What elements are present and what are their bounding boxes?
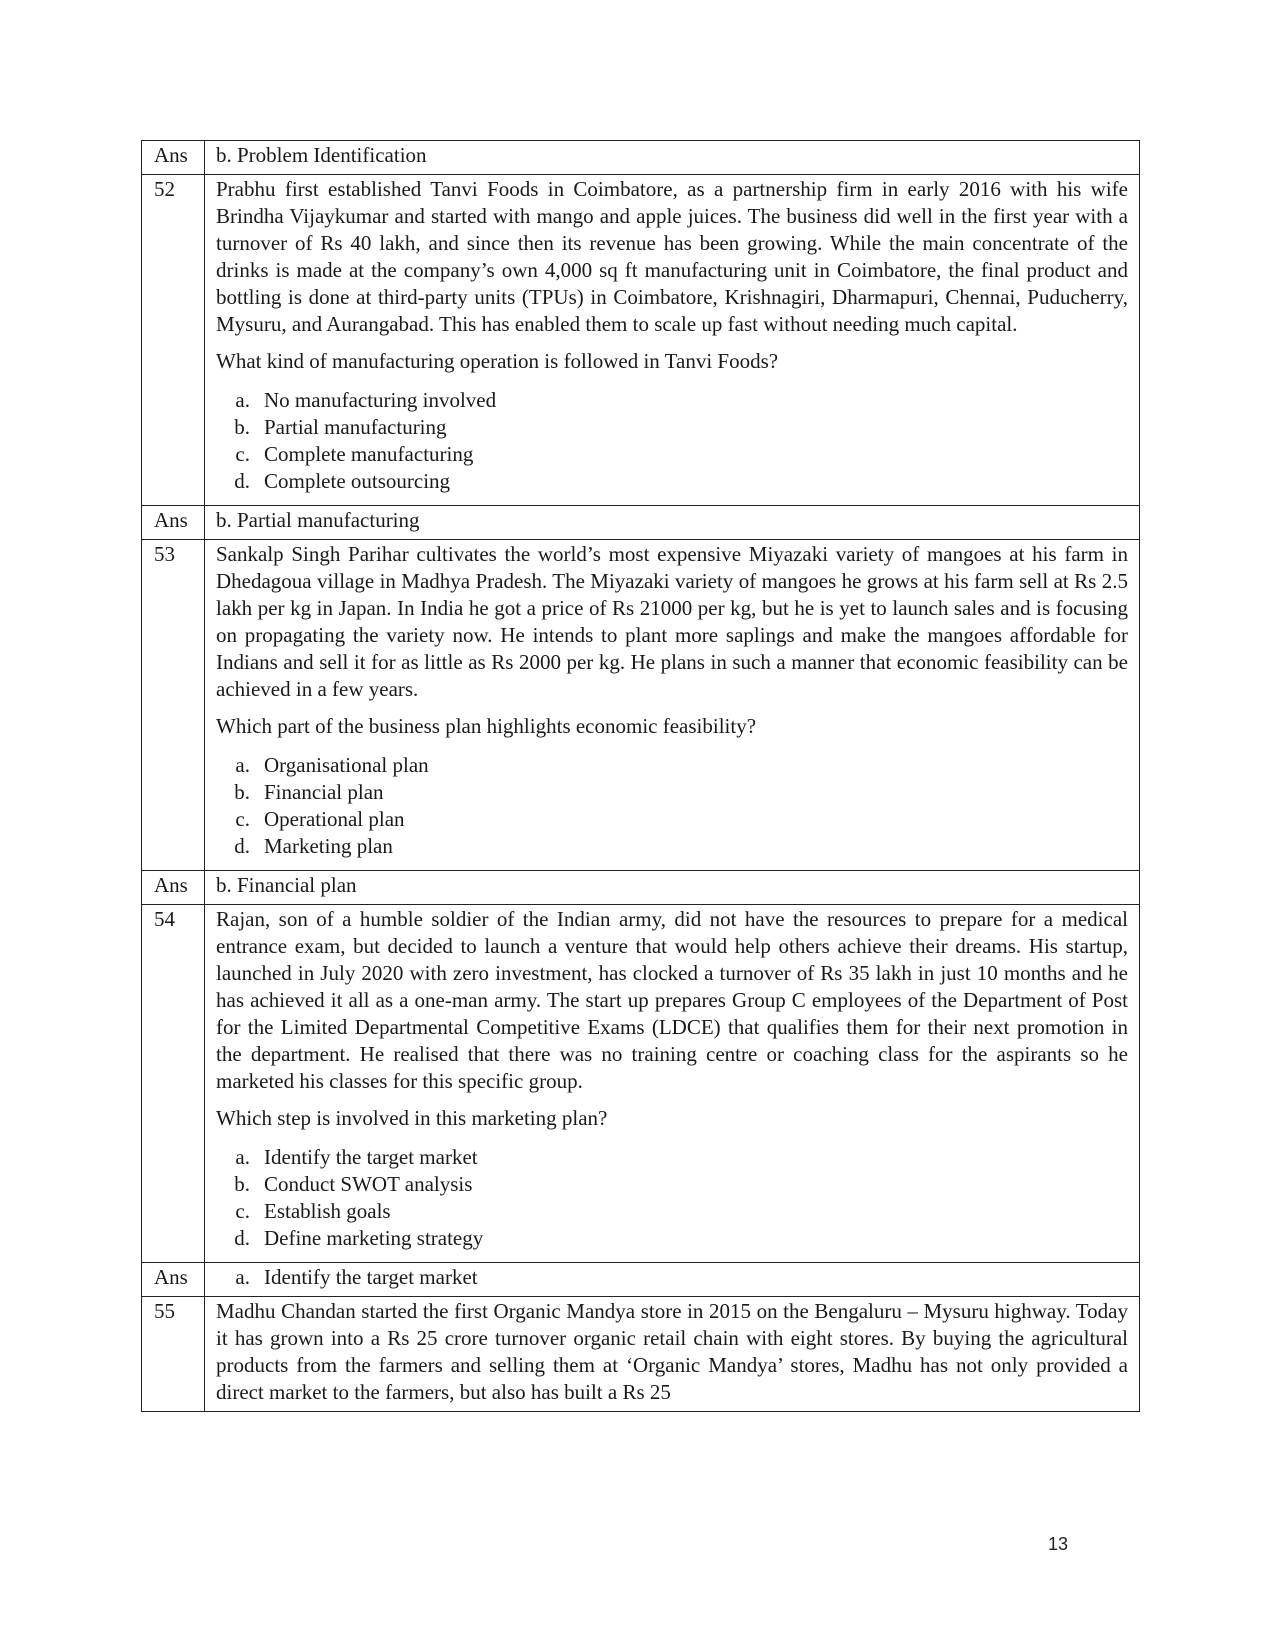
option-d: d. Define marketing strategy xyxy=(234,1226,484,1250)
option-c: c. Establish goals xyxy=(235,1199,391,1223)
question-passage: Rajan, son of a humble soldier of the Indian army, did not have the resources to prepare for a medical entrance exam, but decided to launch a venture that would help others achieve their dreams. His startup, launched in July 2020 with zero investment, has clocked a turnover of Rs 35 lakh in just 10 months and he has achieved it all as a one-man army. The start up prepares Group C employees of the Department of Post for the Limited Departmental Competitive Exams (LDCE) that qualifies them for their next promotion in the department. He realised that there was no training centre or coaching class for the aspirants so he marketed his classes for this specific group. xyxy=(216,907,1128,1093)
row-label: Ans xyxy=(142,506,205,540)
question-prompt: What kind of manufacturing operation is followed in Tanvi Foods? xyxy=(216,349,779,373)
question-passage: Prabhu first established Tanvi Foods in Coimbatore, as a partnership firm in early 2016 with his wife Brindha Vijaykumar and started with mango and apple juices. The business did well in the first year with a turnover of Rs 40 lakh, and since then its revenue has been growing. While the main concentrate of the drinks is made at the company’s own 4,000 sq ft manufacturing unit in Coimbatore, the final product and bottling is done at third-party units (TPUs) in Coimbatore, Krishnagiri, Dharmapuri, Chennai, Puducherry, Mysuru, and Aurangabad. This has enabled them to scale up fast without needing much capital. xyxy=(216,177,1128,336)
options-list xyxy=(216,1144,1128,1252)
qa-table xyxy=(141,140,1140,1412)
answer-text: b. Financial plan xyxy=(205,871,1140,905)
question-prompt: Which step is involved in this marketing plan? xyxy=(216,1106,608,1130)
question-number: 55 xyxy=(142,1297,205,1412)
question-prompt: Which part of the business plan highlights economic feasibility? xyxy=(216,714,757,738)
answer-text: b. Partial manufacturing xyxy=(205,506,1140,540)
answer-row-54 xyxy=(142,1263,1140,1297)
question-row-54 xyxy=(142,905,1140,1263)
answer-letter: a. xyxy=(235,1265,250,1289)
option-a: a. Organisational plan xyxy=(235,753,429,777)
options-list xyxy=(216,752,1128,860)
options-list xyxy=(216,387,1128,495)
answer-option xyxy=(216,1264,1128,1291)
question-number: 53 xyxy=(142,540,205,871)
question-passage: Sankalp Singh Parihar cultivates the world’s most expensive Miyazaki variety of mangoes at his farm in Dhedagoua village in Madhya Pradesh. The Miyazaki variety of mangoes he grows at his farm sell at Rs 2.5 lakh per kg in Japan. In India he got a price of Rs 21000 per kg, but he is yet to launch sales and is focusing on propagating the variety now. He intends to plant more saplings and make the mangoes affordable for Indians and sell it for as little as Rs 2000 per kg. He plans in such a manner that economic feasibility can be achieved in a few years. xyxy=(216,542,1128,701)
row-label: Ans xyxy=(142,1263,205,1297)
answer-text: Identify the target market xyxy=(264,1265,478,1289)
option-a: a. Identify the target market xyxy=(235,1145,478,1169)
option-d: d. Complete outsourcing xyxy=(234,469,451,493)
answer-text: b. Problem Identification xyxy=(205,141,1140,175)
question-row-52 xyxy=(142,175,1140,506)
option-c: c. Operational plan xyxy=(235,807,405,831)
row-label: Ans xyxy=(142,871,205,905)
row-label: Ans xyxy=(142,141,205,175)
answer-row-53 xyxy=(142,871,1140,905)
option-a: a. No manufacturing involved xyxy=(235,388,497,412)
option-b: b. Conduct SWOT analysis xyxy=(234,1172,473,1196)
answer-row-51 xyxy=(142,141,1140,175)
answer-row-52 xyxy=(142,506,1140,540)
question-number: 52 xyxy=(142,175,205,506)
option-c: c. Complete manufacturing xyxy=(235,442,474,466)
option-b: b. Partial manufacturing xyxy=(234,415,447,439)
option-b: b. Financial plan xyxy=(234,780,384,804)
page-number: 13 xyxy=(1048,1534,1069,1554)
question-row-53 xyxy=(142,540,1140,871)
question-row-55 xyxy=(142,1297,1140,1412)
option-d: d. Marketing plan xyxy=(234,834,393,858)
question-number: 54 xyxy=(142,905,205,1263)
question-passage: Madhu Chandan started the first Organic Mandya store in 2015 on the Bengaluru – Mysuru highway. Today it has grown into a Rs 25 crore turnover organic retail chain with eight stores. By buying the agricultural products from the farmers and selling them at ‘Organic Mandya’ stores, Madhu has not only provided a direct market to the farmers, but also has built a Rs 25 xyxy=(216,1299,1128,1404)
